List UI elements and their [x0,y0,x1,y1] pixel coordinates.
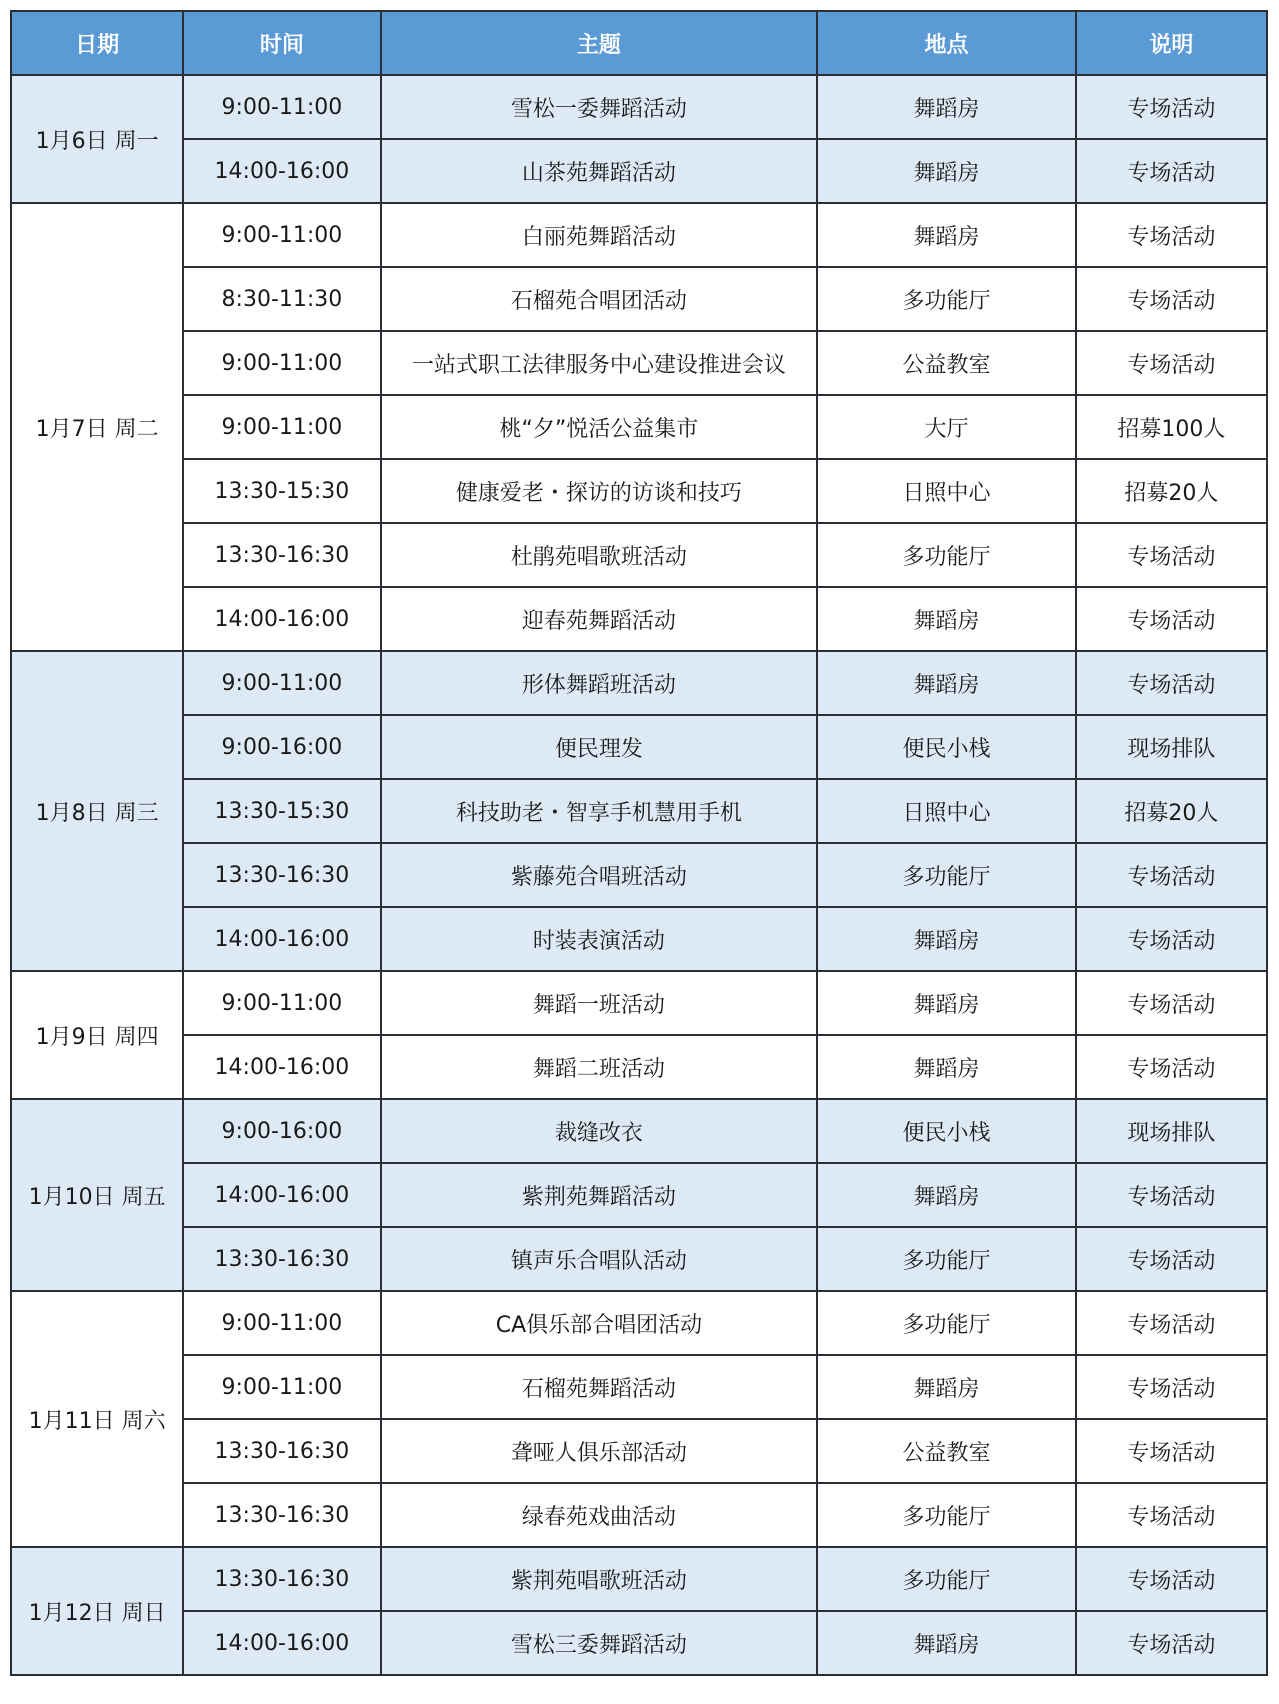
header-note: 说明 [1076,11,1267,75]
time-cell: 9:00-11:00 [183,203,380,267]
topic-cell: 聋哑人俱乐部活动 [381,1419,818,1483]
place-cell: 多功能厅 [817,1227,1075,1291]
topic-cell: 绿春苑戏曲活动 [381,1483,818,1547]
table-row [11,1035,1267,1099]
table-row [11,1227,1267,1291]
topic-cell: 便民理发 [381,715,818,779]
topic-cell: 雪松三委舞蹈活动 [381,1611,818,1675]
header-topic: 主题 [381,11,818,75]
topic-cell: 紫藤苑合唱班活动 [381,843,818,907]
time-cell: 13:30-16:30 [183,843,380,907]
table-row [11,715,1267,779]
place-cell: 公益教室 [817,1419,1075,1483]
place-cell: 便民小栈 [817,1099,1075,1163]
topic-cell: 紫荆苑舞蹈活动 [381,1163,818,1227]
time-cell: 14:00-16:00 [183,1163,380,1227]
note-cell: 招募100人 [1076,395,1267,459]
note-cell: 专场活动 [1076,1483,1267,1547]
place-cell: 舞蹈房 [817,1035,1075,1099]
place-cell: 舞蹈房 [817,1163,1075,1227]
table-row [11,203,1267,267]
topic-cell: 紫荆苑唱歌班活动 [381,1547,818,1611]
table-row [11,395,1267,459]
topic-cell: 雪松一委舞蹈活动 [381,75,818,139]
topic-cell: 舞蹈一班活动 [381,971,818,1035]
note-cell: 招募20人 [1076,779,1267,843]
note-cell: 专场活动 [1076,1547,1267,1611]
note-cell: 专场活动 [1076,139,1267,203]
place-cell: 舞蹈房 [817,203,1075,267]
time-cell: 14:00-16:00 [183,587,380,651]
note-cell: 专场活动 [1076,203,1267,267]
topic-cell: 杜鹃苑唱歌班活动 [381,523,818,587]
time-cell: 9:00-16:00 [183,1099,380,1163]
place-cell: 多功能厅 [817,267,1075,331]
time-cell: 13:30-16:30 [183,1227,380,1291]
date-cell: 1月7日 周二 [11,203,183,651]
topic-cell: 石榴苑合唱团活动 [381,267,818,331]
place-cell: 舞蹈房 [817,907,1075,971]
table-row [11,907,1267,971]
table-row [11,459,1267,523]
date-cell: 1月11日 周六 [11,1291,183,1547]
header-date: 日期 [11,11,183,75]
table-row [11,1547,1267,1611]
table-row [11,1291,1267,1355]
table-row [11,587,1267,651]
place-cell: 多功能厅 [817,1547,1075,1611]
note-cell: 专场活动 [1076,1291,1267,1355]
topic-cell: 科技助老・智享手机慧用手机 [381,779,818,843]
place-cell: 日照中心 [817,459,1075,523]
place-cell: 舞蹈房 [817,651,1075,715]
topic-cell: 山茶苑舞蹈活动 [381,139,818,203]
table-row [11,267,1267,331]
table-row [11,1355,1267,1419]
table-body [11,75,1267,1675]
place-cell: 多功能厅 [817,1291,1075,1355]
place-cell: 舞蹈房 [817,75,1075,139]
place-cell: 多功能厅 [817,1483,1075,1547]
time-cell: 13:30-16:30 [183,1483,380,1547]
place-cell: 舞蹈房 [817,139,1075,203]
table-row [11,1163,1267,1227]
topic-cell: 一站式职工法律服务中心建设推进会议 [381,331,818,395]
note-cell: 专场活动 [1076,1419,1267,1483]
note-cell: 专场活动 [1076,651,1267,715]
note-cell: 专场活动 [1076,907,1267,971]
note-cell: 专场活动 [1076,1227,1267,1291]
time-cell: 13:30-16:30 [183,1419,380,1483]
place-cell: 多功能厅 [817,523,1075,587]
date-cell: 1月9日 周四 [11,971,183,1099]
time-cell: 14:00-16:00 [183,139,380,203]
place-cell: 便民小栈 [817,715,1075,779]
date-cell: 1月8日 周三 [11,651,183,971]
note-cell: 现场排队 [1076,715,1267,779]
note-cell: 专场活动 [1076,587,1267,651]
table-row [11,651,1267,715]
note-cell: 专场活动 [1076,523,1267,587]
note-cell: 专场活动 [1076,1163,1267,1227]
header-time: 时间 [183,11,380,75]
topic-cell: 桃“夕”悦活公益集市 [381,395,818,459]
topic-cell: 时装表演活动 [381,907,818,971]
note-cell: 招募20人 [1076,459,1267,523]
date-cell: 1月10日 周五 [11,1099,183,1291]
place-cell: 舞蹈房 [817,971,1075,1035]
time-cell: 13:30-15:30 [183,459,380,523]
table-row [11,523,1267,587]
time-cell: 14:00-16:00 [183,907,380,971]
table-row [11,139,1267,203]
topic-cell: 健康爱老・探访的访谈和技巧 [381,459,818,523]
time-cell: 9:00-16:00 [183,715,380,779]
topic-cell: 裁缝改衣 [381,1099,818,1163]
topic-cell: CA俱乐部合唱团活动 [381,1291,818,1355]
table-row [11,843,1267,907]
time-cell: 8:30-11:30 [183,267,380,331]
note-cell: 专场活动 [1076,75,1267,139]
time-cell: 9:00-11:00 [183,331,380,395]
table-row [11,1099,1267,1163]
time-cell: 9:00-11:00 [183,1291,380,1355]
place-cell: 舞蹈房 [817,587,1075,651]
table-row [11,331,1267,395]
table-row [11,75,1267,139]
time-cell: 9:00-11:00 [183,75,380,139]
date-cell: 1月12日 周日 [11,1547,183,1675]
date-cell: 1月6日 周一 [11,75,183,203]
table-row [11,1483,1267,1547]
place-cell: 日照中心 [817,779,1075,843]
time-cell: 14:00-16:00 [183,1611,380,1675]
note-cell: 专场活动 [1076,1035,1267,1099]
time-cell: 13:30-16:30 [183,1547,380,1611]
topic-cell: 镇声乐合唱队活动 [381,1227,818,1291]
time-cell: 9:00-11:00 [183,971,380,1035]
note-cell: 专场活动 [1076,267,1267,331]
note-cell: 现场排队 [1076,1099,1267,1163]
time-cell: 14:00-16:00 [183,1035,380,1099]
table-row [11,971,1267,1035]
table-header-row [11,11,1267,75]
note-cell: 专场活动 [1076,331,1267,395]
note-cell: 专场活动 [1076,1355,1267,1419]
topic-cell: 形体舞蹈班活动 [381,651,818,715]
place-cell: 公益教室 [817,331,1075,395]
table-row [11,1611,1267,1675]
topic-cell: 迎春苑舞蹈活动 [381,587,818,651]
note-cell: 专场活动 [1076,1611,1267,1675]
note-cell: 专场活动 [1076,971,1267,1035]
topic-cell: 舞蹈二班活动 [381,1035,818,1099]
place-cell: 舞蹈房 [817,1355,1075,1419]
table-row [11,1419,1267,1483]
header-place: 地点 [817,11,1075,75]
time-cell: 9:00-11:00 [183,395,380,459]
activity-schedule-table [10,10,1268,1676]
place-cell: 多功能厅 [817,843,1075,907]
place-cell: 舞蹈房 [817,1611,1075,1675]
topic-cell: 石榴苑舞蹈活动 [381,1355,818,1419]
time-cell: 13:30-15:30 [183,779,380,843]
note-cell: 专场活动 [1076,843,1267,907]
place-cell: 大厅 [817,395,1075,459]
time-cell: 9:00-11:00 [183,1355,380,1419]
topic-cell: 白丽苑舞蹈活动 [381,203,818,267]
table-row [11,779,1267,843]
time-cell: 9:00-11:00 [183,651,380,715]
time-cell: 13:30-16:30 [183,523,380,587]
